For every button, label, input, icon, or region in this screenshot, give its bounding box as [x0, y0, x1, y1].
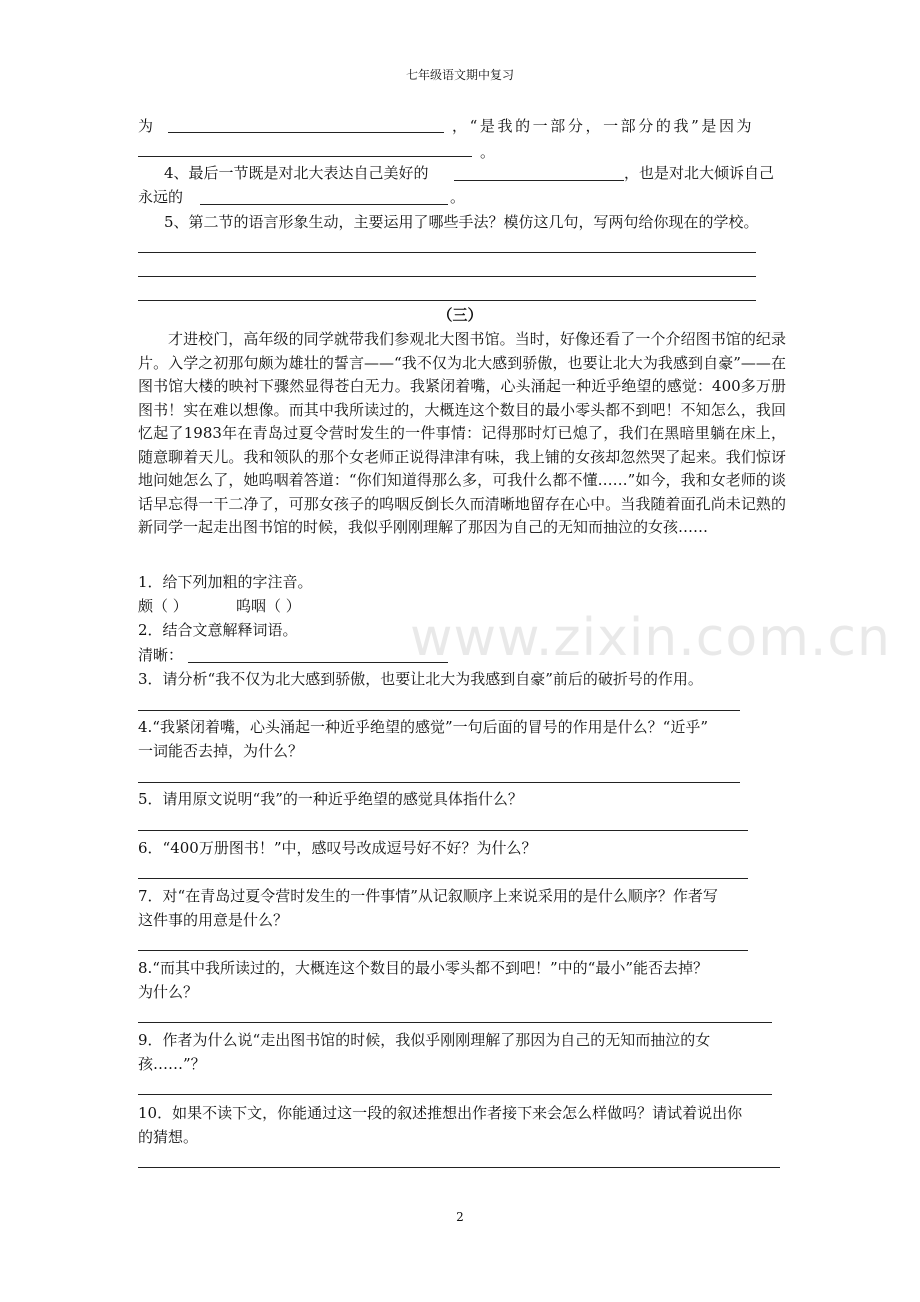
- question-8-line-1: 8.“而其中我所读过的，大概连这个数目的最小零头都不到吧！”中的“最小”能否去掉？: [138, 959, 708, 977]
- q3-text-start: 为: [138, 117, 154, 135]
- question-3: 3．请分析“我不仅为北大感到骄傲，也要让北大为我感到自豪”前后的破折号的作用。: [138, 670, 703, 688]
- q3-text-mid: ，“是我的一部分，一部分的我”是因为: [452, 117, 755, 135]
- question-1-item-b: 呜咽（ ）: [236, 597, 301, 615]
- watermark: www.zixin.com.cn: [410, 608, 891, 668]
- q4-text-c: 永远的: [138, 188, 184, 206]
- question-6: 6．“400万册图书！”中，感叹号改成逗号好不好？为什么？: [138, 839, 537, 857]
- answer-line[interactable]: [138, 276, 756, 277]
- q4-text-a: 4、最后一节既是对北大表达自己美好的: [164, 164, 429, 182]
- question-7-line-1: 7．对“在青岛过夏令营时发生的一件事情”从记叙顺序上来说采用的是什么顺序？作者写: [138, 887, 718, 905]
- question-2: 2．结合文意解释词语。: [138, 621, 298, 639]
- answer-line[interactable]: [138, 1022, 772, 1023]
- question-1: 1．给下列加粗的字注音。: [138, 573, 313, 591]
- answer-line[interactable]: [168, 132, 444, 133]
- answer-line[interactable]: [138, 878, 748, 879]
- question-8-line-2: 为什么？: [138, 983, 199, 1001]
- question-10-line-2: 的猜想。: [138, 1128, 199, 1146]
- question-4-line-2: 一词能否去掉，为什么？: [138, 742, 304, 760]
- answer-line[interactable]: [138, 156, 472, 157]
- question-10-line-1: 10．如果不读下文，你能通过这一段的叙述推想出作者接下来会怎么样做吗？请试着说出你: [138, 1104, 743, 1122]
- answer-line[interactable]: [138, 710, 740, 711]
- page-number: 2: [456, 1210, 464, 1224]
- answer-line[interactable]: [138, 252, 756, 253]
- answer-line[interactable]: [138, 830, 748, 831]
- question-1-item-a: 颇（ ）: [138, 597, 188, 615]
- question-4-line-1: 4.“我紧闭着嘴，心头涌起一种近乎绝望的感觉”一句后面的冒号的作用是什么？“近乎”: [138, 718, 708, 736]
- answer-line[interactable]: [138, 300, 756, 301]
- question-5: 5．请用原文说明“我”的一种近乎绝望的感觉具体指什么？: [138, 790, 523, 808]
- page-header: 七年级语文期中复习: [405, 68, 514, 82]
- question-2-item: 清晰：: [138, 646, 184, 664]
- answer-line[interactable]: [138, 950, 748, 951]
- question-9-line-1: 9．作者为什么说“走出图书馆的时候，我似乎刚刚理解了那因为自己的无知而抽泣的女: [138, 1031, 711, 1049]
- section-title: （三）: [437, 306, 483, 324]
- q3-text-end: 。: [480, 143, 496, 161]
- q5-text: 5、第二节的语言形象生动，主要运用了哪些手法？模仿这几句，写两句给你现在的学校。: [164, 213, 759, 231]
- q4-text-b: ，也是对北大倾诉自己: [624, 164, 775, 182]
- answer-line[interactable]: [138, 1167, 780, 1168]
- answer-line[interactable]: [188, 662, 448, 663]
- reading-passage: 才进校门，高年级的同学就带我们参观北大图书馆。当时，好像还看了一个介绍图书馆的纪录片。入学之初那句颇为雄壮的誓言——“我不仅为北大感到骄傲，也要让北大为我感到自豪”——在图书馆大楼的映衬下骤然显得苍白无力。我紧闭着嘴，心头涌起一种近乎绝望的感觉：400多万册图书！实在难以想像。而其中我所读过的，大概连这个数目的最小零头都不到吧！不知怎么，我回忆起了1983年在青岛过夏令营时发生的一件事情：记得那时灯已熄了，我们在黑暗里躺在床上，随意聊着天儿。我和领队的那个女老师正说得津津有味，我上铺的女孩却忽然哭了起来。我们惊讶地问她怎么了，她呜咽着答道：“你们知道得那么多，可我什么都不懂……”如今，我和女老师的谈话早忘得一干二净了，可那女孩子的呜咽反倒长久而清晰地留存在心中。当我随着面孔尚未记熟的新同学一起走出图书馆的时候，我似乎刚刚理解了那因为自己的无知而抽泣的女孩……: [138, 330, 786, 536]
- q4-text-d: 。: [450, 188, 466, 206]
- answer-line[interactable]: [138, 1094, 772, 1095]
- answer-line[interactable]: [200, 204, 448, 205]
- answer-line[interactable]: [138, 782, 740, 783]
- question-7-line-2: 这件事的用意是什么？: [138, 911, 289, 929]
- question-9-line-2: 孩……”？: [138, 1055, 206, 1073]
- answer-line[interactable]: [454, 180, 624, 181]
